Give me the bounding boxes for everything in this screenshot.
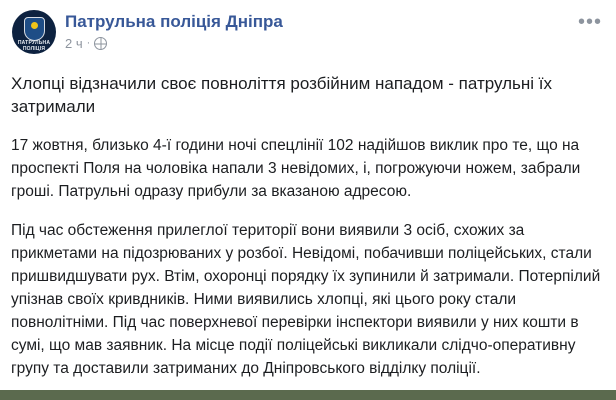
ellipsis-horizontal-icon[interactable]: •••: [577, 11, 602, 33]
meta-separator: ·: [86, 37, 91, 49]
post-attached-image[interactable]: [0, 390, 616, 400]
post-header: [0, 0, 616, 62]
post-lead-text: Хлопці відзначили своє повноліття розбійним нападом - патрульні їх затримали: [11, 74, 553, 116]
post-meta: [65, 36, 570, 51]
post-paragraph-1: 17 жовтня, близько 4-ї години ночі спецлінії 102 надійшов виклик про те, що на проспекті Поля на чоловіка напали 3 невідомих, і, погрожуючи ножем, забрали гроші. Патрульні одразу прибули за вказаною адресою.: [11, 137, 581, 200]
post-paragraph-2: Під час обстеження прилеглої території вони виявили 3 осіб, схожих за прикметами на підозрюваних у розбої. Невідомі, побачивши поліцейських, стали пришвидшувати рух. Втім, охоронці порядку їх зупинили й затримали. Потерпілий упізнав своїх кривдників. Ними виявились хлопці, які цього року стали повнолітніми. Під час поверхневої перевірки інспектори виявили у них кошти в сумі, що мав заявник. На місце події поліцейські викликали слідчо-оперативну групу та доставили затриманих до Дніпровського відділку поліції.: [11, 222, 601, 377]
post-body: [0, 72, 616, 380]
avatar-label: ПАТРУЛЬНА ПОЛІЦІЯ: [17, 40, 51, 52]
post-header-text: [65, 10, 570, 51]
avatar[interactable]: [12, 10, 56, 54]
post-timestamp[interactable]: 2 ч: [65, 36, 83, 51]
globe-icon[interactable]: [94, 37, 107, 50]
page-name-link[interactable]: Патрульна поліція Дніпра: [65, 12, 283, 31]
police-shield-logo-icon: [24, 17, 45, 41]
